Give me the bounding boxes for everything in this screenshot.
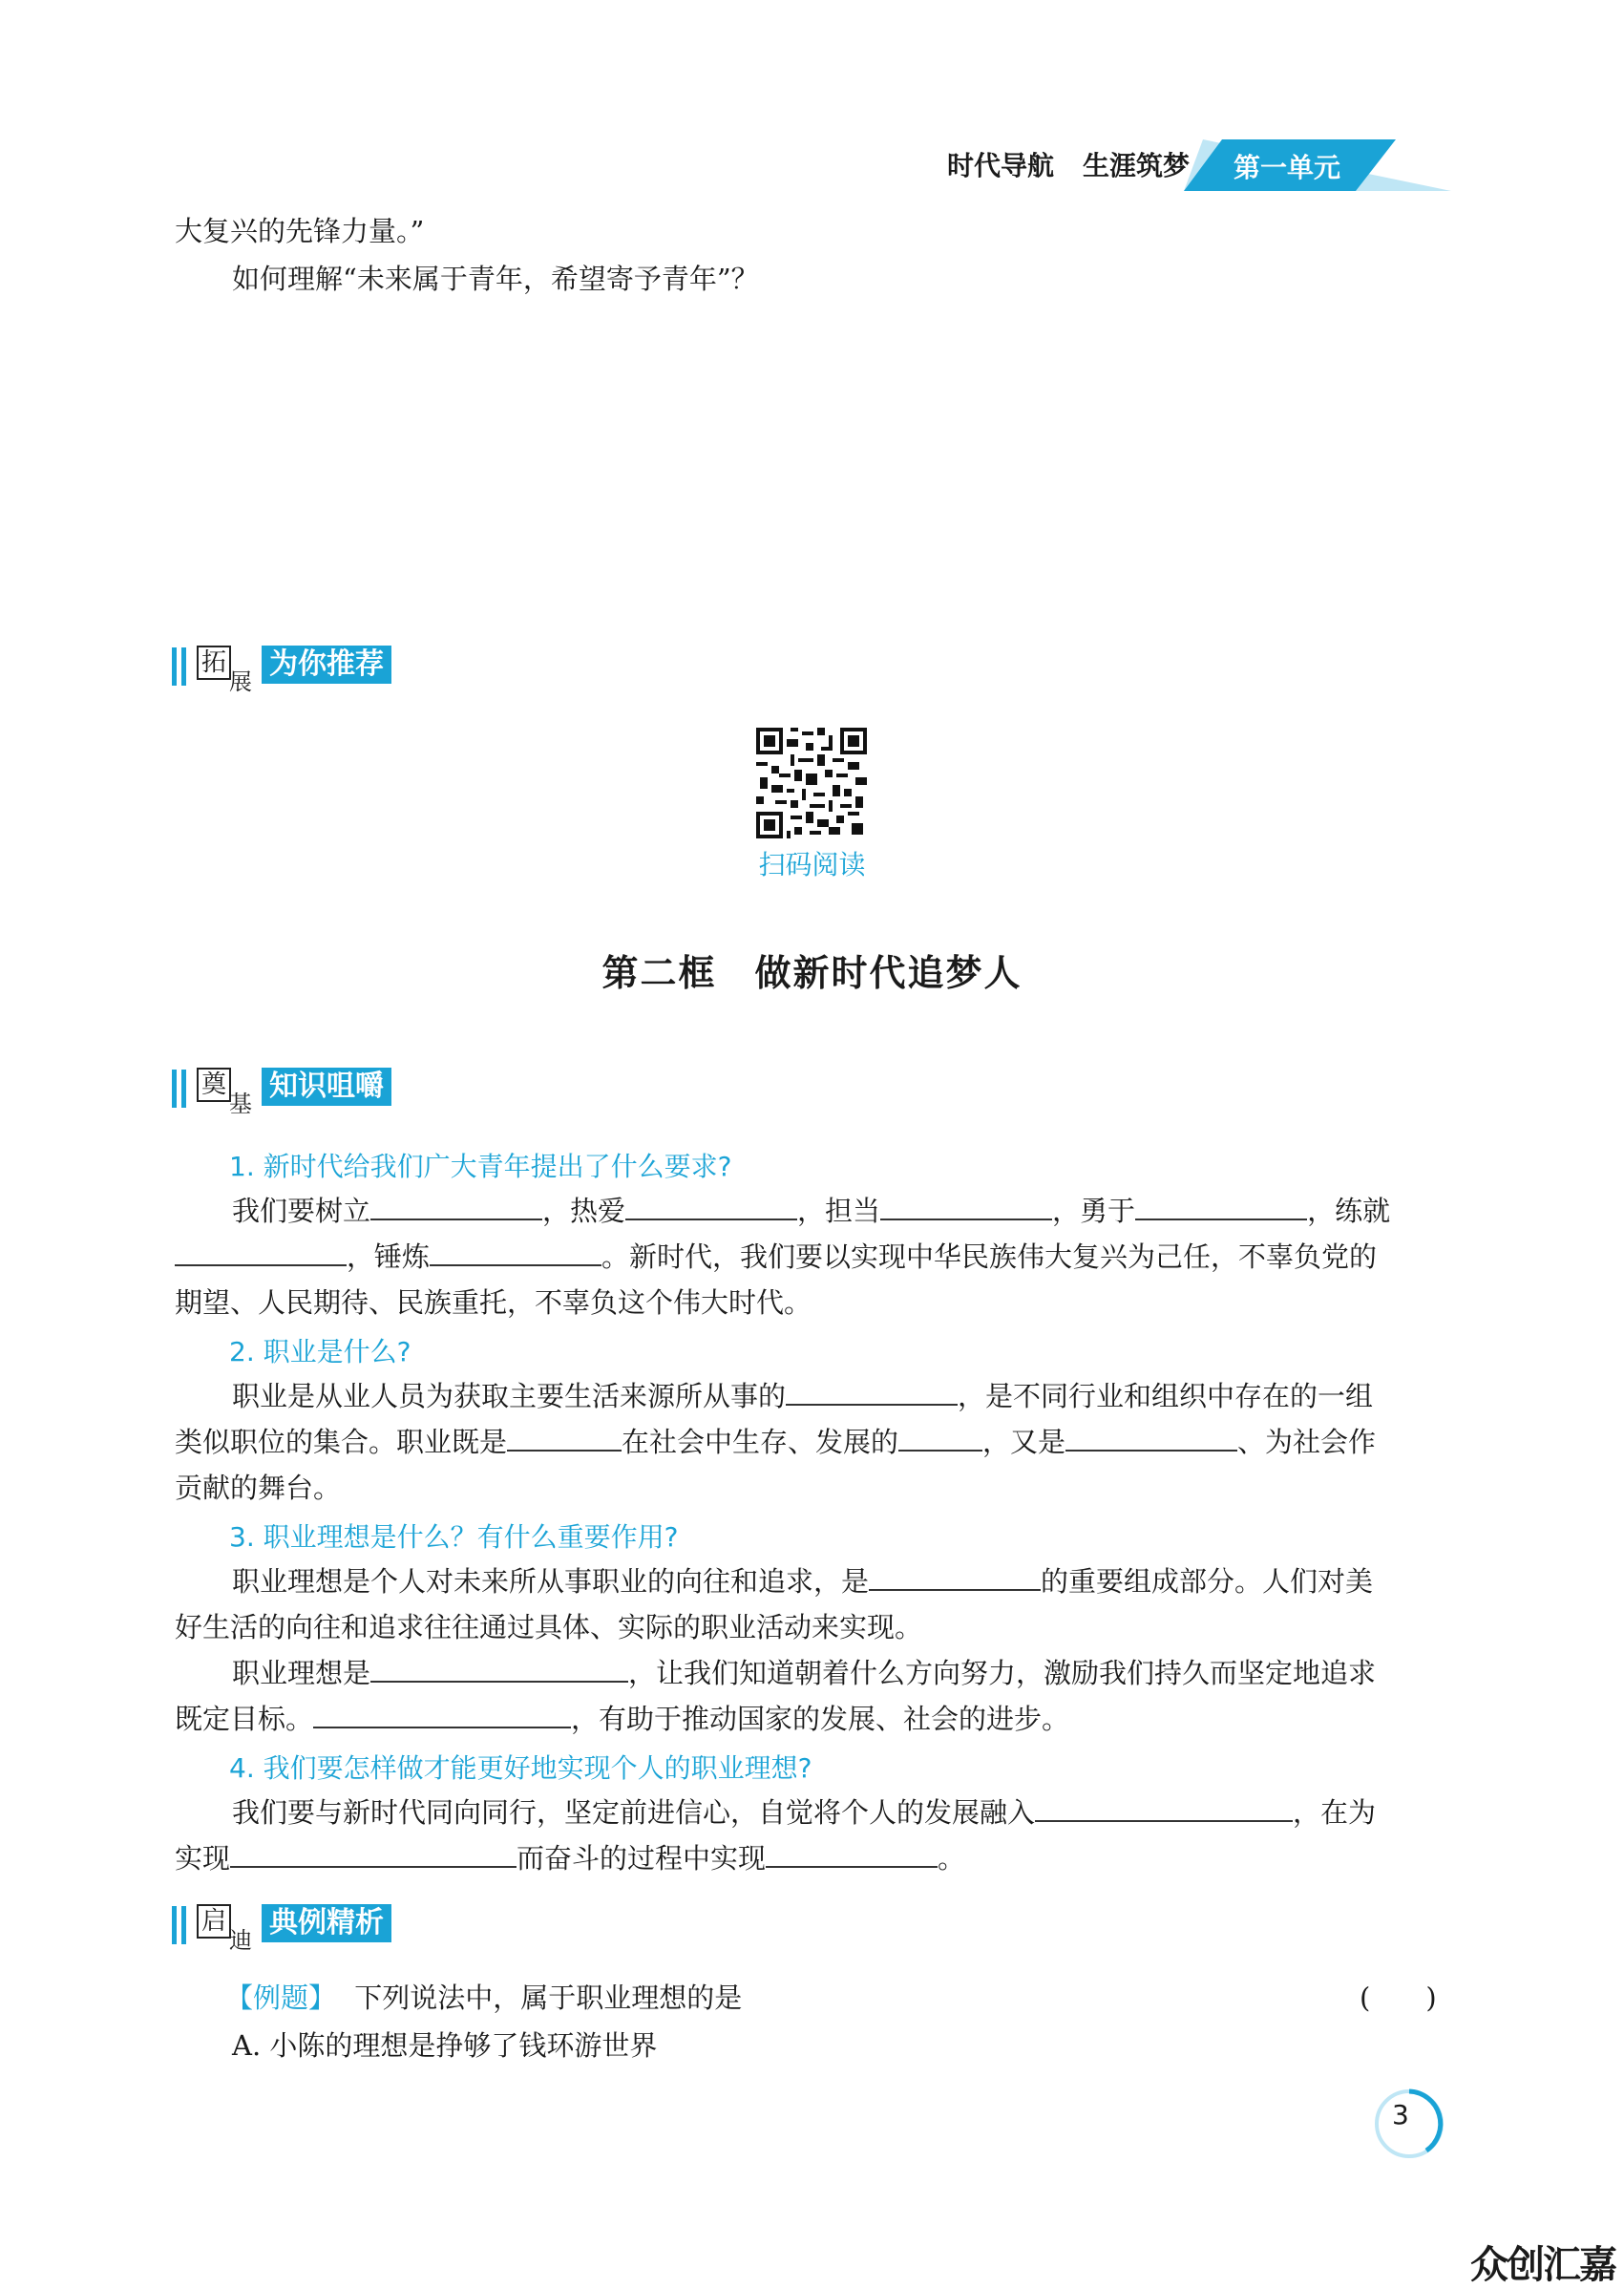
example-question [225,1975,742,2021]
section-sub-char: 迪 [229,1927,252,1954]
answer-line [232,1650,1376,1696]
page-number-ring [1371,2086,1447,2162]
section-bars-icon [172,1906,189,1944]
fill-blank[interactable] [869,1564,1041,1591]
example-text: 下列说法中，属于职业理想的是 [354,1982,743,2014]
section-title: 为你推荐 [262,646,391,684]
fill-blank[interactable] [430,1240,601,1266]
question-1: 1. 新时代给我们广大青年提出了什么要求? [229,1151,732,1182]
option-a: A. 小陈的理想是挣够了钱环游世界 [232,2029,658,2062]
qr-caption: 扫码阅读 [758,849,866,880]
answer-line [232,1188,1390,1234]
fill-blank[interactable] [1035,1795,1293,1822]
unit-label: 第一单元 [1234,152,1341,183]
answer-line: 期望、人民期待、民族重托，不辜负这个伟大时代。 [175,1286,812,1319]
fill-blank[interactable] [1135,1194,1307,1220]
fill-blank[interactable] [880,1194,1052,1220]
answer-line: 贡献的舞台。 [175,1472,342,1504]
section-sub-char: 基 [229,1091,252,1117]
text: 。 [938,1842,966,1875]
question-4: 4. 我们要怎样做才能更好地实现个人的职业理想? [229,1752,812,1784]
example-tag: 【例题】 [225,1982,337,2014]
fill-blank[interactable] [313,1702,571,1728]
answer-line [175,1835,965,1881]
fill-blank[interactable] [766,1841,938,1868]
text: 职业是从业人员为获取主要生活来源所从事的 [232,1380,787,1412]
watermark: 众创汇嘉 [1470,2243,1615,2287]
text: ，让我们知道朝着什么方向努力，激励我们持久而坚定地追求 [628,1657,1377,1689]
text: ，是不同行业和组织中存在的一组 [958,1380,1374,1412]
text: ，有助于推动国家的发展、社会的进步。 [571,1703,1070,1735]
text: 而奋斗的过程中实现 [517,1842,767,1875]
answer-line [175,1234,1377,1280]
section-title: 典例精析 [262,1904,391,1942]
fill-blank[interactable] [898,1425,982,1452]
text: 的重要组成部分。人们对美 [1041,1565,1374,1598]
text: 我们要树立 [232,1195,371,1227]
fill-blank[interactable] [230,1841,517,1868]
intro-line-1: 大复兴的先锋力量。” [175,215,425,247]
intro-question: 如何理解“未来属于青年，希望寄予青年”？ [232,263,759,295]
text: 在社会中生存、发展的 [622,1426,899,1458]
question-3: 3. 职业理想是什么？有什么重要作用? [229,1521,679,1553]
qr-code-icon[interactable] [756,728,867,838]
text: 。新时代，我们要以实现中华民族伟大复兴为己任，不辜负党的 [601,1240,1378,1273]
text: ，锤炼 [347,1240,431,1273]
answer-line [175,1696,1069,1742]
header-unit-topic-2: 生涯筑梦 [1083,150,1191,181]
answer-line [232,1558,1373,1604]
text: ，担当 [797,1195,881,1227]
section-box-char: 拓 [197,646,231,680]
header-unit-topic-1: 时代导航 [947,150,1055,181]
answer-line: 好生活的向往和追求往往通过具体、实际的职业活动来实现。 [175,1611,923,1643]
fill-blank[interactable] [370,1656,628,1683]
section-title: 知识咀嚼 [262,1068,391,1106]
fill-blank[interactable] [507,1425,622,1452]
text: ，在为 [1293,1796,1377,1829]
answer-line [175,1419,1376,1465]
text: 职业理想是 [232,1657,371,1689]
text: 既定目标。 [175,1703,314,1735]
text: ，勇于 [1052,1195,1136,1227]
section-sub-char: 展 [229,668,252,695]
page-number: 3 [1392,2099,1409,2130]
text: 职业理想是个人对未来所从事职业的向往和追求，是 [232,1565,870,1598]
section-bars-icon [172,647,189,686]
fill-blank[interactable] [1065,1425,1237,1452]
fill-blank[interactable] [175,1240,347,1266]
text: ，热爱 [542,1195,626,1227]
text: 实现 [175,1842,231,1875]
answer-parentheses[interactable]: ( ) [1360,1982,1437,2014]
answer-line [232,1373,1373,1419]
text: ，又是 [982,1426,1066,1458]
fill-blank[interactable] [625,1194,797,1220]
section-box-char: 奠 [197,1068,231,1102]
text: 类似职位的集合。职业既是 [175,1426,508,1458]
question-2: 2. 职业是什么? [229,1336,411,1367]
frame-title: 第二框 做新时代追梦人 [601,951,1023,994]
text: ，练就 [1307,1195,1391,1227]
section-bars-icon [172,1070,189,1108]
answer-line [232,1790,1376,1835]
text: 我们要与新时代同向同行，坚定前进信心，自觉将个人的发展融入 [232,1796,1036,1829]
fill-blank[interactable] [786,1379,958,1406]
text: 、为社会作 [1237,1426,1377,1458]
fill-blank[interactable] [370,1194,542,1220]
section-box-char: 启 [197,1904,231,1939]
